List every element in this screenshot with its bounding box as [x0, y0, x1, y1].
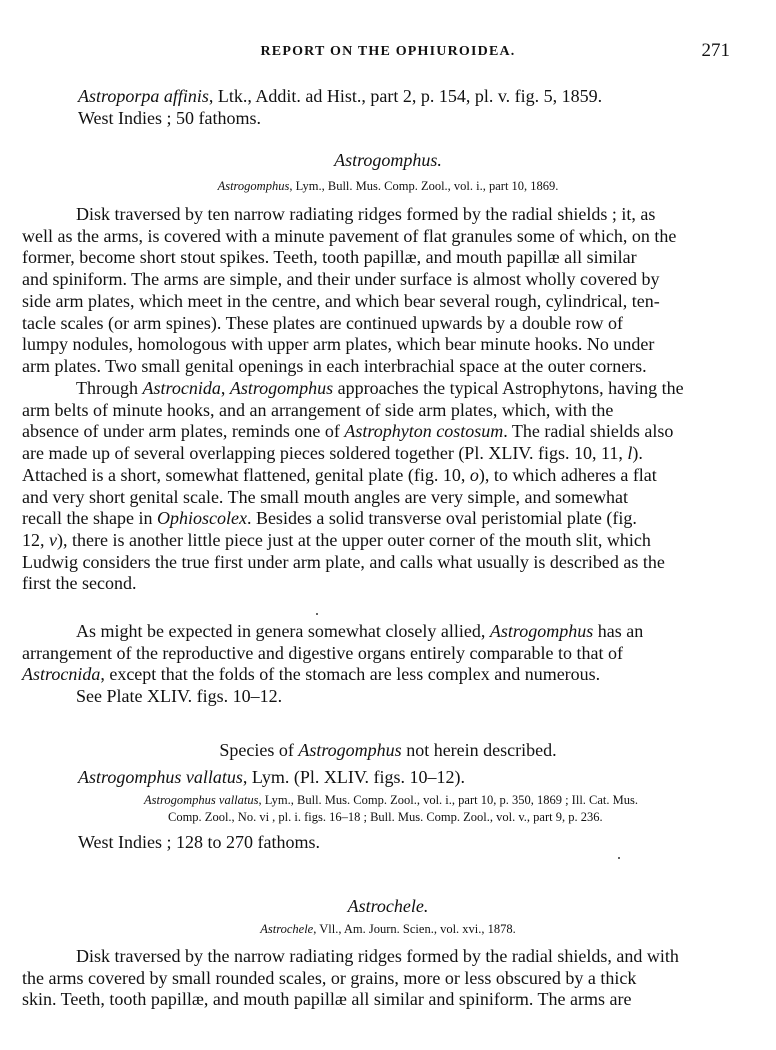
para-line: Ludwig considers the true first under arm plate, and calls what usually is described as the: [22, 551, 665, 572]
astroporpa-entry: [0, 86, 776, 129]
species-not-described: [0, 740, 776, 854]
para-line: Disk traversed by the narrow radiating ridges formed by the radial shields, and with: [76, 946, 679, 966]
para-line: Attached is a short, somewhat flattened, genital plate (fig. 10, o), to which adheres a flat: [22, 464, 657, 485]
para-line: Disk traversed by ten narrow radiating ridges formed by the radial shields ; it, as: [76, 204, 656, 224]
para-line: Astrocnida, except that the folds of the stomach are less complex and numerous.: [22, 664, 601, 685]
astrochele-section: [0, 896, 776, 937]
genus-heading: Astrogomphus.: [334, 150, 442, 170]
para-line: former, become short stout spikes. Teeth, tooth papillæ, and mouth papillæ all similar: [22, 247, 637, 268]
print-speck: [618, 857, 620, 859]
astrogomphus-organs: [0, 621, 776, 708]
astrochele-description: [0, 946, 776, 1011]
para-line: and very short genital scale. The small mouth angles are very simple, and somewhat: [22, 486, 628, 507]
synonymy-line-1: Astrogomphus vallatus, Lym., Bull. Mus. Comp. Zool., vol. i., part 10, p. 350, 1869 ; Ill. Cat. Mus.: [144, 793, 639, 808]
print-speck: [316, 613, 318, 615]
para-line: the arms covered by small rounded scales, or grains, more or less obscured by a thick: [22, 967, 637, 988]
genus-reference: Astrochele, Vll., Am. Journ. Scien., vol. xvi., 1878.: [260, 921, 516, 936]
synonymy-line-2: Comp. Zool., No. vi , pl. i. figs. 16–18 ; Bull. Mus. Comp. Zool., vol. v., part 9, p. 236.: [168, 810, 603, 825]
astrogomphus-description: [0, 204, 776, 378]
astrogomphus-comparison: [0, 378, 776, 595]
para-line: lumpy nodules, homologous with upper arm plates, which bear minute hooks. No under: [22, 334, 655, 355]
ref-genus-name: Astrogomphus: [217, 178, 290, 193]
genus-heading: Astrochele.: [347, 896, 429, 916]
astrogomphus-section: [0, 150, 776, 194]
para-line: As might be expected in genera somewhat closely allied, Astrogomphus has an: [76, 621, 644, 641]
citation-text: , Ltk., Addit. ad Hist., part 2, p. 154, pl. v. fig. 5, 1859.: [208, 86, 603, 106]
para-line: See Plate XLIV. figs. 10–12.: [76, 686, 283, 707]
para-line: skin. Teeth, tooth papillæ, and mouth papillæ all similar and spiniform. The arms are: [22, 989, 632, 1010]
para-line: arrangement of the reproductive and digestive organs entirely comparable to that of: [22, 642, 623, 663]
para-line: recall the shape in Ophioscolex. Besides a solid transverse oval peristomial plate (fig.: [22, 508, 637, 529]
para-line: and spiniform. The arms are simple, and their under surface is almost wholly covered by: [22, 269, 660, 290]
species-line: Astrogomphus vallatus, Lym. (Pl. XLIV. figs. 10–12).: [78, 766, 466, 787]
para-line: side arm plates, which meet in the centre, and which bear several rough, cylindrical, ten-: [22, 290, 660, 311]
para-line: tacle scales (or arm spines). These plates are continued upwards by a double row of: [22, 312, 623, 333]
para-line: arm plates. Two small genital openings in each interbrachial space at the outer corners.: [22, 355, 647, 376]
astroporpa-locality: West Indies ; 50 fathoms.: [78, 107, 262, 128]
para-line: are made up of several overlapping pieces soldered together (Pl. XLIV. figs. 10, 11, l).: [22, 443, 643, 464]
species-name: Astroporpa affinis: [78, 86, 209, 106]
para-line: first the second.: [22, 573, 137, 594]
running-title: REPORT ON THE OPHIUROIDEA.: [260, 44, 516, 59]
page-number: 271: [701, 40, 730, 61]
astroporpa-citation-line: [0, 86, 776, 108]
genus-reference: Astrogomphus, Lym., Bull. Mus. Comp. Zool., vol. i., part 10, 1869.: [217, 178, 559, 193]
species-locality: West Indies ; 128 to 270 fathoms.: [78, 832, 321, 853]
para-line: absence of under arm plates, reminds one of Astrophyton costosum. The radial shields also: [22, 421, 674, 442]
para-line: well as the arms, is covered with a minute pavement of flat granules some of which, on the: [22, 225, 677, 246]
para-line: Through Astrocnida, Astrogomphus approaches the typical Astrophytons, having the: [76, 378, 684, 398]
subsection-heading: Species of Astrogomphus not herein described.: [219, 740, 557, 760]
para-line: arm belts of minute hooks, and an arrangement of side arm plates, which, with the: [22, 399, 614, 420]
para-line: 12, v), there is another little piece just at the upper outer corner of the mouth slit, which: [22, 529, 651, 550]
